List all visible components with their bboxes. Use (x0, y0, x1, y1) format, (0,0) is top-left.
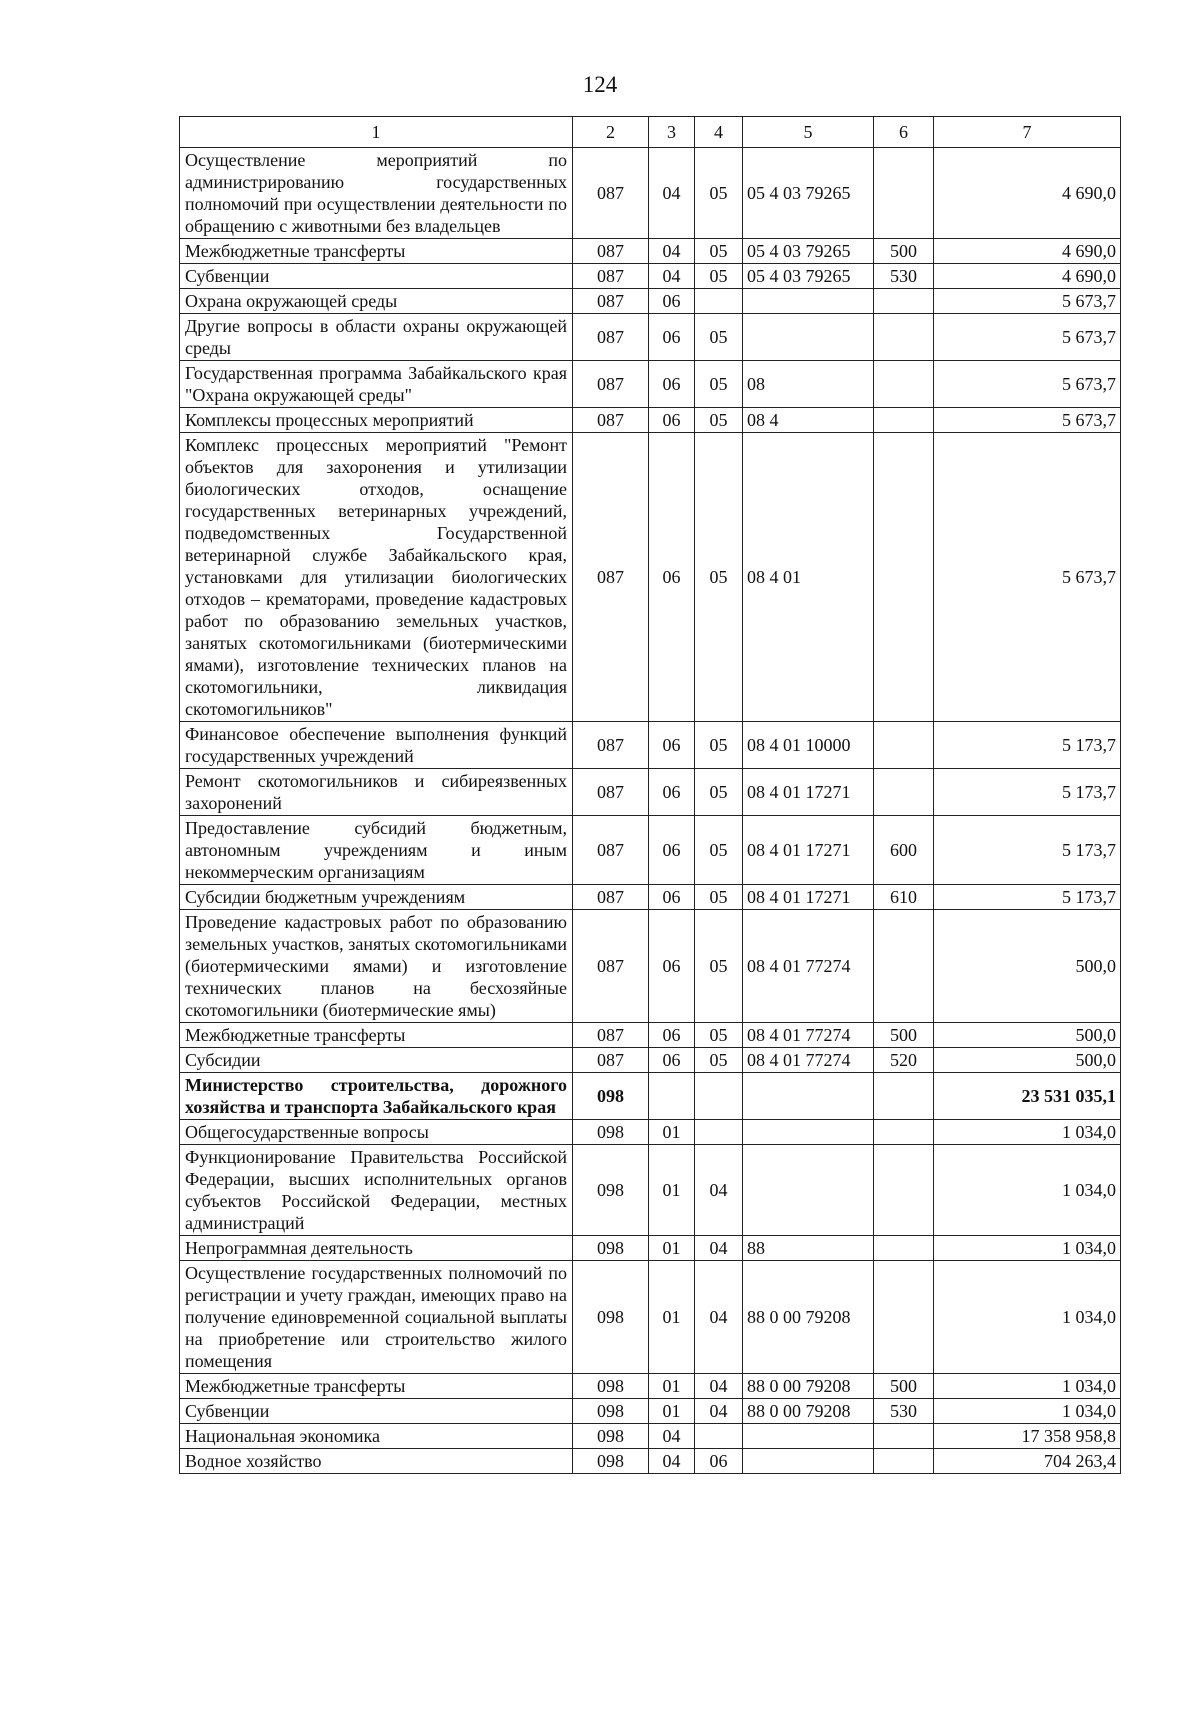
row-section-cell: 06 (649, 816, 695, 885)
row-name-cell: Субсидии бюджетным учреждениям (180, 885, 573, 910)
table-row (180, 314, 1121, 361)
row-subsection-cell: 05 (695, 314, 743, 361)
row-code-cell: 098 (573, 1374, 649, 1399)
row-target-cell (743, 1120, 874, 1145)
row-target-cell: 05 4 03 79265 (743, 264, 874, 289)
row-target-cell: 88 0 00 79208 (743, 1399, 874, 1424)
row-amount-cell: 1 034,0 (934, 1236, 1121, 1261)
page-number: 124 (582, 72, 618, 97)
row-code-cell: 098 (573, 1073, 649, 1120)
table-body (180, 148, 1121, 1474)
row-section-cell: 04 (649, 148, 695, 239)
row-section-cell: 01 (649, 1145, 695, 1236)
table-row (180, 722, 1121, 769)
row-section-cell: 04 (649, 239, 695, 264)
row-expense-type-cell (874, 361, 934, 408)
header-col-7: 7 (934, 117, 1121, 148)
table-row (180, 1236, 1121, 1261)
row-target-cell: 05 4 03 79265 (743, 239, 874, 264)
row-amount-cell: 5 173,7 (934, 722, 1121, 769)
header-col-2: 2 (573, 117, 649, 148)
row-name-cell: Ремонт скотомогильников и сибиреязвенных захоронений (180, 769, 573, 816)
row-subsection-cell: 04 (695, 1374, 743, 1399)
row-amount-cell: 1 034,0 (934, 1120, 1121, 1145)
row-code-cell: 087 (573, 910, 649, 1023)
row-amount-cell: 5 173,7 (934, 769, 1121, 816)
row-amount-cell: 4 690,0 (934, 148, 1121, 239)
row-target-cell: 08 4 01 17271 (743, 769, 874, 816)
budget-table (179, 116, 1121, 1474)
row-subsection-cell (695, 289, 743, 314)
row-code-cell: 098 (573, 1145, 649, 1236)
row-section-cell: 06 (649, 408, 695, 433)
row-code-cell: 098 (573, 1399, 649, 1424)
row-amount-cell: 5 173,7 (934, 816, 1121, 885)
row-code-cell: 087 (573, 769, 649, 816)
row-section-cell: 04 (649, 264, 695, 289)
row-subsection-cell: 05 (695, 239, 743, 264)
row-name-cell: Осуществление мероприятий по администрированию государственных полномочий при осуществлении деятельности по обращению с животными без владельцев (180, 148, 573, 239)
row-subsection-cell: 04 (695, 1236, 743, 1261)
table-row (180, 1145, 1121, 1236)
row-name-cell: Предоставление субсидий бюджетным, автономным учреждениям и иным некоммерческим организациям (180, 816, 573, 885)
row-subsection-cell: 05 (695, 816, 743, 885)
row-section-cell: 01 (649, 1374, 695, 1399)
row-amount-cell: 5 673,7 (934, 433, 1121, 722)
row-target-cell: 08 4 01 77274 (743, 1048, 874, 1073)
row-section-cell: 06 (649, 722, 695, 769)
row-expense-type-cell (874, 148, 934, 239)
row-amount-cell: 17 358 958,8 (934, 1424, 1121, 1449)
row-target-cell (743, 314, 874, 361)
row-expense-type-cell (874, 910, 934, 1023)
row-amount-cell: 23 531 035,1 (934, 1073, 1121, 1120)
row-code-cell: 087 (573, 264, 649, 289)
row-code-cell: 098 (573, 1449, 649, 1474)
row-target-cell: 08 4 01 17271 (743, 816, 874, 885)
row-expense-type-cell: 500 (874, 1023, 934, 1048)
header-row (180, 117, 1121, 148)
row-code-cell: 098 (573, 1261, 649, 1374)
row-name-cell: Субвенции (180, 264, 573, 289)
row-target-cell (743, 289, 874, 314)
row-expense-type-cell (874, 1449, 934, 1474)
row-expense-type-cell: 600 (874, 816, 934, 885)
row-target-cell: 05 4 03 79265 (743, 148, 874, 239)
row-subsection-cell: 05 (695, 769, 743, 816)
row-section-cell: 06 (649, 361, 695, 408)
row-expense-type-cell (874, 1073, 934, 1120)
row-section-cell: 06 (649, 1048, 695, 1073)
row-name-cell: Субвенции (180, 1399, 573, 1424)
row-code-cell: 087 (573, 885, 649, 910)
row-expense-type-cell: 520 (874, 1048, 934, 1073)
row-code-cell: 087 (573, 433, 649, 722)
row-subsection-cell: 04 (695, 1145, 743, 1236)
row-expense-type-cell (874, 1236, 934, 1261)
row-subsection-cell: 05 (695, 408, 743, 433)
table-row (180, 1424, 1121, 1449)
row-section-cell: 06 (649, 314, 695, 361)
row-name-cell: Государственная программа Забайкальского края "Охрана окружающей среды" (180, 361, 573, 408)
table-row (180, 1023, 1121, 1048)
row-subsection-cell (695, 1120, 743, 1145)
row-expense-type-cell (874, 314, 934, 361)
row-amount-cell: 4 690,0 (934, 239, 1121, 264)
row-expense-type-cell (874, 722, 934, 769)
table-row (180, 1073, 1121, 1120)
row-subsection-cell: 05 (695, 910, 743, 1023)
row-name-cell: Национальная экономика (180, 1424, 573, 1449)
row-code-cell: 087 (573, 1023, 649, 1048)
table-row (180, 239, 1121, 264)
row-expense-type-cell: 530 (874, 264, 934, 289)
row-name-cell: Другие вопросы в области охраны окружающей среды (180, 314, 573, 361)
row-subsection-cell: 05 (695, 1048, 743, 1073)
row-amount-cell: 5 673,7 (934, 314, 1121, 361)
row-code-cell: 087 (573, 361, 649, 408)
row-subsection-cell: 06 (695, 1449, 743, 1474)
row-amount-cell: 5 673,7 (934, 408, 1121, 433)
row-expense-type-cell (874, 433, 934, 722)
row-expense-type-cell (874, 408, 934, 433)
row-name-cell: Межбюджетные трансферты (180, 239, 573, 264)
row-target-cell (743, 1145, 874, 1236)
table-row (180, 148, 1121, 239)
row-section-cell: 01 (649, 1236, 695, 1261)
row-name-cell: Водное хозяйство (180, 1449, 573, 1474)
row-section-cell: 04 (649, 1449, 695, 1474)
row-target-cell: 08 4 (743, 408, 874, 433)
row-target-cell (743, 1449, 874, 1474)
table-row (180, 1048, 1121, 1073)
table-row (180, 910, 1121, 1023)
row-amount-cell: 1 034,0 (934, 1145, 1121, 1236)
table-row (180, 1374, 1121, 1399)
row-code-cell: 087 (573, 239, 649, 264)
row-section-cell: 06 (649, 289, 695, 314)
table-row (180, 1120, 1121, 1145)
header-col-5: 5 (743, 117, 874, 148)
row-amount-cell: 704 263,4 (934, 1449, 1121, 1474)
row-section-cell: 01 (649, 1261, 695, 1374)
row-expense-type-cell (874, 1424, 934, 1449)
row-target-cell: 08 (743, 361, 874, 408)
row-expense-type-cell (874, 1120, 934, 1145)
row-section-cell: 06 (649, 433, 695, 722)
header-col-4: 4 (695, 117, 743, 148)
row-name-cell: Межбюджетные трансферты (180, 1374, 573, 1399)
row-expense-type-cell: 500 (874, 239, 934, 264)
row-expense-type-cell (874, 1261, 934, 1374)
row-code-cell: 087 (573, 816, 649, 885)
row-section-cell: 01 (649, 1399, 695, 1424)
row-amount-cell: 1 034,0 (934, 1261, 1121, 1374)
row-section-cell: 06 (649, 885, 695, 910)
row-section-cell: 06 (649, 1023, 695, 1048)
row-section-cell: 06 (649, 910, 695, 1023)
table-row (180, 816, 1121, 885)
row-target-cell (743, 1073, 874, 1120)
row-name-cell: Субсидии (180, 1048, 573, 1073)
table-row (180, 264, 1121, 289)
row-code-cell: 087 (573, 148, 649, 239)
row-subsection-cell: 04 (695, 1261, 743, 1374)
row-subsection-cell: 05 (695, 1023, 743, 1048)
row-target-cell: 88 0 00 79208 (743, 1374, 874, 1399)
row-name-cell: Общегосударственные вопросы (180, 1120, 573, 1145)
table-row (180, 433, 1121, 722)
table-row (180, 408, 1121, 433)
row-target-cell: 08 4 01 77274 (743, 1023, 874, 1048)
row-code-cell: 087 (573, 314, 649, 361)
row-amount-cell: 1 034,0 (934, 1399, 1121, 1424)
row-amount-cell: 4 690,0 (934, 264, 1121, 289)
row-amount-cell: 500,0 (934, 910, 1121, 1023)
row-target-cell: 08 4 01 (743, 433, 874, 722)
row-subsection-cell: 05 (695, 148, 743, 239)
table-row (180, 361, 1121, 408)
row-subsection-cell: 05 (695, 361, 743, 408)
row-amount-cell: 500,0 (934, 1023, 1121, 1048)
header-col-3: 3 (649, 117, 695, 148)
row-code-cell: 087 (573, 408, 649, 433)
row-code-cell: 098 (573, 1120, 649, 1145)
row-name-cell: Межбюджетные трансферты (180, 1023, 573, 1048)
row-name-cell: Охрана окружающей среды (180, 289, 573, 314)
row-target-cell: 88 (743, 1236, 874, 1261)
row-code-cell: 087 (573, 289, 649, 314)
table-row (180, 769, 1121, 816)
row-subsection-cell: 04 (695, 1399, 743, 1424)
row-name-cell: Осуществление государственных полномочий по регистрации и учету граждан, имеющих право на получение единовременной социальной выплаты на приобретение или строительство жилого помещения (180, 1261, 573, 1374)
row-target-cell: 08 4 01 10000 (743, 722, 874, 769)
table-row (180, 885, 1121, 910)
row-subsection-cell: 05 (695, 264, 743, 289)
row-name-cell: Финансовое обеспечение выполнения функций государственных учреждений (180, 722, 573, 769)
row-section-cell: 01 (649, 1120, 695, 1145)
row-section-cell: 04 (649, 1424, 695, 1449)
table-row (180, 1399, 1121, 1424)
table-row (180, 289, 1121, 314)
row-name-cell: Непрограммная деятельность (180, 1236, 573, 1261)
row-name-cell: Министерство строительства, дорожного хозяйства и транспорта Забайкальского края (180, 1073, 573, 1120)
row-amount-cell: 500,0 (934, 1048, 1121, 1073)
row-subsection-cell (695, 1073, 743, 1120)
row-expense-type-cell (874, 289, 934, 314)
row-target-cell (743, 1424, 874, 1449)
row-expense-type-cell (874, 1145, 934, 1236)
row-subsection-cell: 05 (695, 722, 743, 769)
row-target-cell: 08 4 01 17271 (743, 885, 874, 910)
table-row (180, 1449, 1121, 1474)
row-expense-type-cell: 530 (874, 1399, 934, 1424)
row-target-cell: 88 0 00 79208 (743, 1261, 874, 1374)
row-code-cell: 087 (573, 1048, 649, 1073)
row-code-cell: 098 (573, 1236, 649, 1261)
row-expense-type-cell: 610 (874, 885, 934, 910)
row-section-cell (649, 1073, 695, 1120)
row-expense-type-cell: 500 (874, 1374, 934, 1399)
header-col-6: 6 (874, 117, 934, 148)
row-section-cell: 06 (649, 769, 695, 816)
row-code-cell: 087 (573, 722, 649, 769)
table-row (180, 1261, 1121, 1374)
row-name-cell: Проведение кадастровых работ по образованию земельных участков, занятых скотомогильниками (биотермическими ямами) и изготовление технических планов на бесхозяйные скотомогильники (биотермические ямы) (180, 910, 573, 1023)
row-name-cell: Комплексы процессных мероприятий (180, 408, 573, 433)
row-amount-cell: 5 673,7 (934, 289, 1121, 314)
header-col-1: 1 (180, 117, 573, 148)
row-subsection-cell: 05 (695, 885, 743, 910)
row-subsection-cell: 05 (695, 433, 743, 722)
row-target-cell: 08 4 01 77274 (743, 910, 874, 1023)
row-amount-cell: 1 034,0 (934, 1374, 1121, 1399)
row-expense-type-cell (874, 769, 934, 816)
row-subsection-cell (695, 1424, 743, 1449)
row-code-cell: 098 (573, 1424, 649, 1449)
row-amount-cell: 5 173,7 (934, 885, 1121, 910)
row-amount-cell: 5 673,7 (934, 361, 1121, 408)
row-name-cell: Комплекс процессных мероприятий "Ремонт объектов для захоронения и утилизации биологических отходов, оснащение государственных ветеринарных учреждений, подведомственных Государственной ветеринарной службе Забайкальского края, установками для утилизации биологических отходов – крематорами, проведение кадастровых работ по образованию земельных участков, занятых скотомогильниками (биотермическими ямами), изготовление технических планов на скотомогильники, ликвидация скотомогильников" (180, 433, 573, 722)
row-name-cell: Функционирование Правительства Российской Федерации, высших исполнительных органов субъектов Российской Федерации, местных администраций (180, 1145, 573, 1236)
